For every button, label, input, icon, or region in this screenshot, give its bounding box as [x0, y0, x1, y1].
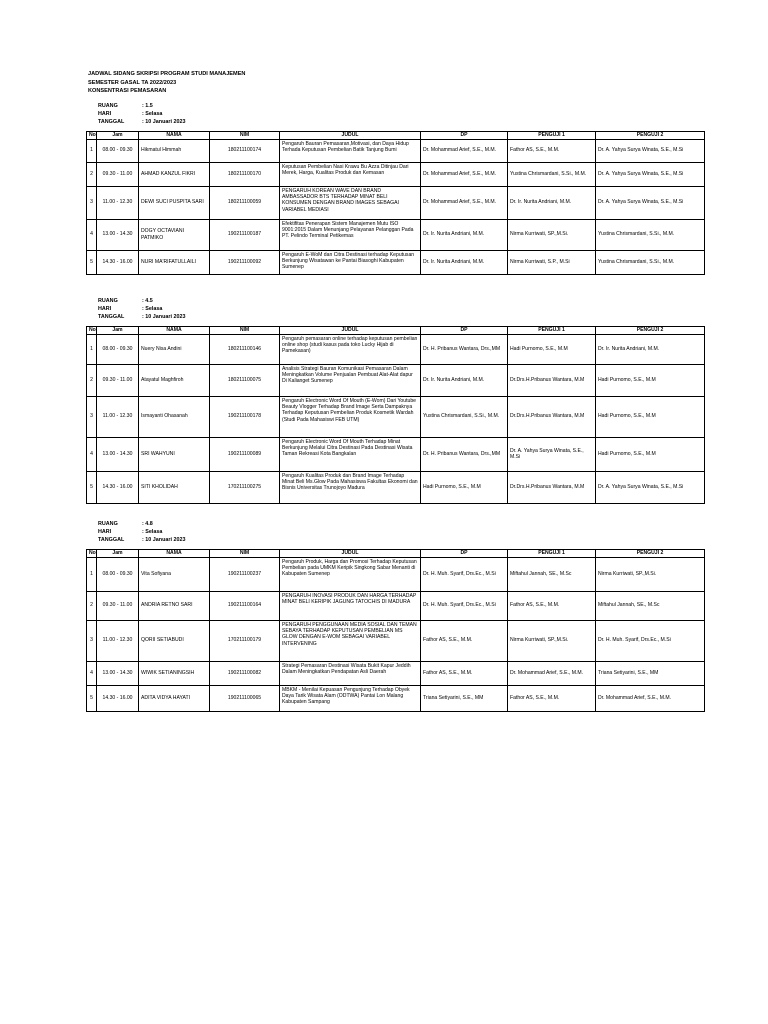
cell-name: SRI WAHYUNI: [139, 437, 210, 471]
cell-examiner-2: Dr. A. Yahya Surya Winata, S.E., M.Si: [596, 471, 705, 503]
column-header: NAMA: [139, 549, 210, 557]
cell-title: Efektifitas Penerapan Sistem Manajemen Mutu ISO 9001:2015 Dalam Menunjang Pelayanan Pelanggan Pada PT. Pelindo Terminal Petikemas: [280, 219, 421, 250]
cell-examiner-1: Fathor AS, S.E., M.M.: [508, 685, 596, 711]
cell-time: 13.00 - 14.30: [97, 661, 139, 685]
column-header: NIM: [210, 326, 280, 334]
cell-examiner-1: Yustina Chrismardani, S.Si., M.M.: [508, 162, 596, 186]
cell-dp: Hadi Purnomo, S.E., M.M: [421, 471, 508, 503]
day-label: HARI: [98, 111, 112, 118]
column-header: PENGUJI 1: [508, 131, 596, 139]
cell-time: 09.30 - 11.00: [97, 591, 139, 620]
cell-time: 08.00 - 09.30: [97, 139, 139, 162]
cell-name: Vita Sofiyana: [139, 557, 210, 591]
cell-name: Hikmatul Himmah: [139, 139, 210, 162]
column-header: PENGUJI 1: [508, 326, 596, 334]
cell-time: 14.30 - 16.00: [97, 685, 139, 711]
column-header: PENGUJI 1: [508, 549, 596, 557]
cell-nim: 180211100146: [210, 334, 280, 364]
date-value: : 10 Januari 2023: [142, 314, 186, 321]
schedule-meta: [98, 297, 704, 322]
cell-title: Pengaruh Bauran Pemasaran,Motivasi, dan Daya Hidup Terhada Keputusan Pembelian Batik Tanjung Bumi: [280, 139, 421, 162]
cell-examiner-2: Dr. A. Yahya Surya Winata, S.E., M.Si: [596, 186, 705, 219]
date-value: : 10 Januari 2023: [142, 537, 186, 544]
column-header: PENGUJI 2: [596, 326, 705, 334]
table-header-row: [87, 131, 705, 139]
table-row: [87, 162, 705, 186]
schedule-block-3: [86, 520, 704, 712]
column-header: JUDUL: [280, 131, 421, 139]
cell-no: 3: [87, 396, 97, 437]
cell-examiner-1: Dr. Mohammad Arief, S.E., M.M.: [508, 661, 596, 685]
cell-no: 2: [87, 162, 97, 186]
cell-title: Strategi Pemasaran Destinasi Wisata Bukit Kapur Jeddih Dalam Meningkatkan Pendapatan Asli Daerah: [280, 661, 421, 685]
cell-nim: 190211100237: [210, 557, 280, 591]
column-header: NIM: [210, 131, 280, 139]
column-header: PENGUJI 2: [596, 549, 705, 557]
column-header: Jam: [97, 549, 139, 557]
column-header: JUDUL: [280, 326, 421, 334]
column-header: No: [87, 326, 97, 334]
date-line: [98, 313, 704, 321]
cell-nim: 190211100178: [210, 396, 280, 437]
heading-line-3: KONSENTRASI PEMASARAN: [88, 88, 167, 94]
cell-name: NURI MA'RIFATULLAILI: [139, 250, 210, 274]
room-value: : 4.8: [142, 521, 153, 527]
table-row: [87, 364, 705, 396]
cell-no: 5: [87, 250, 97, 274]
column-header: JUDUL: [280, 549, 421, 557]
heading-line-1: JADWAL SIDANG SKRIPSI PROGRAM STUDI MANAJEMEN: [88, 71, 246, 77]
cell-title: PENGARUH KOREAN WAVE DAN BRAND AMBASSADOR BTS TERHADAP MINAT BELI KONSUMEN DENGAN BRAND IMAGES SEBAGAI VARIABEL MEDIASI: [280, 186, 421, 219]
table-row: [87, 591, 705, 620]
day-value: : Selasa: [142, 111, 163, 118]
schedule-meta: [98, 520, 704, 545]
table-row: [87, 250, 705, 274]
cell-examiner-2: Dr. Ir. Nurita Andriani, M.M.: [596, 334, 705, 364]
day-label: HARI: [98, 529, 112, 536]
cell-examiner-1: Fathor AS, S.E., M.M.: [508, 139, 596, 162]
column-header: Jam: [97, 326, 139, 334]
column-header: DP: [421, 326, 508, 334]
cell-examiner-1: Dr.Drs.H.Pribanus Wantara, M.M: [508, 471, 596, 503]
cell-dp: Dr. Ir. Nurita Andriani, M.M.: [421, 219, 508, 250]
table-row: [87, 557, 705, 591]
cell-time: 14.30 - 16.00: [97, 471, 139, 503]
room-line: [98, 297, 704, 305]
cell-dp: Fathor AS, S.E., M.M.: [421, 620, 508, 661]
cell-examiner-1: Dr. A. Yahya Surya Winata, S.E., M.Si: [508, 437, 596, 471]
cell-title: MBKM - Menilai Kepuasan Pengunjung Terhadap Obyek Daya Tarik Wisata Alam (ODTWA) Pantai Lon Malang Kabupaten Sampang: [280, 685, 421, 711]
column-header: NIM: [210, 549, 280, 557]
cell-nim: 190211100092: [210, 250, 280, 274]
cell-no: 4: [87, 661, 97, 685]
cell-title: Analisis Strategi Bauran Komunikasi Pemasaran Dalam Meningkatkan Volume Penjualan Pembuat Alat-Alat dapur Di Kalianget Sumenep: [280, 364, 421, 396]
cell-no: 1: [87, 334, 97, 364]
column-header: NAMA: [139, 326, 210, 334]
day-line: [98, 110, 704, 118]
cell-no: 5: [87, 471, 97, 503]
cell-nim: 190211100187: [210, 219, 280, 250]
table-row: [87, 334, 705, 364]
cell-examiner-1: Nirma Kurriwati, S.P., M.Si: [508, 250, 596, 274]
cell-examiner-1: Dr.Drs.H.Pribanus Wantara, M.M: [508, 396, 596, 437]
heading-line-2: SEMESTER GASAL TA 2022/2023: [88, 79, 177, 86]
cell-examiner-2: Yustina Chrismardani, S.Si., M.M.: [596, 250, 705, 274]
schedule-block-2: [86, 297, 704, 504]
day-label: HARI: [98, 306, 112, 313]
cell-no: 2: [87, 364, 97, 396]
cell-examiner-1: Dr.Drs.H.Pribanus Wantara, M.M: [508, 364, 596, 396]
schedule-table: [86, 549, 705, 712]
room-label: RUANG: [98, 103, 118, 109]
cell-dp: Dr. H. Muh. Syarif, Drs.Ec., M.Si: [421, 591, 508, 620]
date-line: [98, 536, 704, 544]
schedule-meta: [98, 102, 704, 127]
cell-dp: Dr. Ir. Nurita Andriani, M.M.: [421, 250, 508, 274]
cell-nim: 170211100179: [210, 620, 280, 661]
cell-nim: 190211100164: [210, 591, 280, 620]
table-row: [87, 661, 705, 685]
day-value: : Selasa: [142, 306, 163, 313]
cell-examiner-2: Nirma Kurriwati, SP.,M.Si.: [596, 557, 705, 591]
cell-dp: Dr. H. Muh. Syarif, Drs.Ec., M.Si: [421, 557, 508, 591]
cell-examiner-2: Yustina Chrismardani, S.Si., M.M.: [596, 219, 705, 250]
cell-examiner-2: Triana Setiyarini, S.E., MM: [596, 661, 705, 685]
cell-title: Pengaruh Kualitas Produk dan Brand Image Terhadap Minat Beli Ms.Glow Pada Mahasiswa Fakultas Ekonomi dan Bisnis Universitas Trunojoyo Madura: [280, 471, 421, 503]
cell-dp: Dr. H. Pribanus Wantara, Drs.,MM: [421, 334, 508, 364]
cell-title: Pengaruh Produk, Harga dan Promosi Terhadap Keputusan Pembelian pada UMKM Keripik Singkong Sabar Menanti di Kabupaten Sumenep: [280, 557, 421, 591]
cell-name: ADITA VIDYA HAYATI: [139, 685, 210, 711]
cell-time: 08.00 - 09.30: [97, 557, 139, 591]
column-header: Jam: [97, 131, 139, 139]
cell-time: 11.00 - 12.30: [97, 620, 139, 661]
cell-nim: 190211100065: [210, 685, 280, 711]
cell-time: 08.00 - 09.30: [97, 334, 139, 364]
cell-no: 4: [87, 437, 97, 471]
date-line: [98, 118, 704, 126]
cell-nim: 180211100174: [210, 139, 280, 162]
cell-name: Nuery Nisa Andini: [139, 334, 210, 364]
schedule-block-1: [86, 102, 704, 275]
cell-title: Pengaruh E-WoM dan Citra Destinasi terhadap Keputusan Berkunjung Wisatawan ke Pantai Biasoghi Kabupaten Sumenep: [280, 250, 421, 274]
day-line: [98, 528, 704, 536]
cell-name: Atayatul Maghfiroh: [139, 364, 210, 396]
date-label: TANGGAL: [98, 119, 125, 126]
cell-name: SITI KHOLIDAH: [139, 471, 210, 503]
room-label: RUANG: [98, 298, 118, 304]
cell-nim: 170211100275: [210, 471, 280, 503]
cell-examiner-1: Hadi Purnomo, S.E., M.M: [508, 334, 596, 364]
cell-title: Keputusan Pembelian Nasi Krawu Bu Azza Ditinjau Dari Merek, Harga, Kualitas Produk dan Kemasan: [280, 162, 421, 186]
cell-time: 11.00 - 12.30: [97, 396, 139, 437]
cell-name: ANDRIA RETNO SARI: [139, 591, 210, 620]
room-label: RUANG: [98, 521, 118, 527]
schedule-table: [86, 131, 705, 275]
cell-time: 13.00 - 14.30: [97, 219, 139, 250]
cell-no: 4: [87, 219, 97, 250]
table-row: [87, 685, 705, 711]
cell-nim: 180211100170: [210, 162, 280, 186]
room-value: : 4.5: [142, 298, 153, 304]
table-row: [87, 219, 705, 250]
cell-dp: Dr. H. Pribanus Wantara, Drs.,MM: [421, 437, 508, 471]
day-line: [98, 305, 704, 313]
cell-name: Ismayanti Ohasanah: [139, 396, 210, 437]
cell-name: DEWI SUCI PUSPITA SARI: [139, 186, 210, 219]
column-header: DP: [421, 131, 508, 139]
cell-time: 09.30 - 11.00: [97, 364, 139, 396]
cell-time: 13.00 - 14.30: [97, 437, 139, 471]
date-label: TANGGAL: [98, 537, 125, 544]
cell-examiner-1: Nirma Kurriwati, SP.,M.Si.: [508, 620, 596, 661]
cell-title: PENGARUH INOVASI PRODUK DAN HARGA TERHADAP MINAT BELI KERIPIK JAGUNG TATOCHIS DI MADURA: [280, 591, 421, 620]
cell-examiner-2: Dr. A. Yahya Surya Winata, S.E., M.Si: [596, 162, 705, 186]
cell-time: 14.30 - 16.00: [97, 250, 139, 274]
cell-no: 2: [87, 591, 97, 620]
column-header: DP: [421, 549, 508, 557]
day-value: : Selasa: [142, 529, 163, 536]
cell-examiner-2: Miftahul Jannah, SE., M.Sc: [596, 591, 705, 620]
column-header: PENGUJI 2: [596, 131, 705, 139]
date-value: : 10 Januari 2023: [142, 119, 186, 126]
room-line: [98, 102, 704, 110]
cell-dp: Fathor AS, S.E., M.M.: [421, 661, 508, 685]
cell-nim: 180211100059: [210, 186, 280, 219]
cell-examiner-2: Hadi Purnomo, S.E., M.M: [596, 364, 705, 396]
column-header: NAMA: [139, 131, 210, 139]
cell-examiner-1: Dr. Ir. Nurita Andriani, M.M.: [508, 186, 596, 219]
cell-name: AHMAD KANZUL FIKRI: [139, 162, 210, 186]
cell-examiner-1: Fathor AS, S.E., M.M.: [508, 591, 596, 620]
date-label: TANGGAL: [98, 314, 125, 321]
cell-title: Pengaruh Electronic Word Of Mouth (E-Wom) Dari Youtube Beauty Vlogger Terhadap Brand Image Serta Dampaknya Terhadap Keputusan Pembelian Produk Kosmetik Wardah (Studi Pada Mahasiswi FEB UTM): [280, 396, 421, 437]
cell-dp: Yustina Chrismardani, S.Si., M.M.: [421, 396, 508, 437]
cell-name: WIWIK SETIANINGSIH: [139, 661, 210, 685]
cell-dp: Dr. Mohammad Arief, S.E., M.M.: [421, 162, 508, 186]
cell-no: 1: [87, 557, 97, 591]
cell-no: 1: [87, 139, 97, 162]
cell-examiner-1: Nirma Kurriwati, SP.,M.Si.: [508, 219, 596, 250]
cell-nim: 190211100089: [210, 437, 280, 471]
cell-no: 3: [87, 186, 97, 219]
cell-examiner-2: Hadi Purnomo, S.E., M.M: [596, 437, 705, 471]
cell-examiner-1: Miftahul Jannah, SE., M.Sc: [508, 557, 596, 591]
cell-title: Pengaruh Electronic Word Of Mouth Terhadap Minat Berkunjung Melalui Citra Destinasi Pada Destinasi Wisata Taman Rekreasi Kota Bangkalan: [280, 437, 421, 471]
table-header-row: [87, 326, 705, 334]
column-header: No: [87, 131, 97, 139]
cell-title: PENGARUH PENGGUNAAN MEDIA SOSIAL DAN TEMAN SEBAYA TERHADAP KEPUTUSAN PEMBELIAN MS GLOW DENGAN E-WOM SEBAGAI VARIABEL INTERVENING: [280, 620, 421, 661]
cell-no: 5: [87, 685, 97, 711]
cell-dp: Dr. Ir. Nurita Andriani, M.M.: [421, 364, 508, 396]
cell-nim: 180211100075: [210, 364, 280, 396]
document-heading: [88, 70, 245, 96]
table-row: [87, 396, 705, 437]
cell-time: 11.00 - 12.30: [97, 186, 139, 219]
cell-examiner-2: Hadi Purnomo, S.E., M.M: [596, 396, 705, 437]
table-row: [87, 186, 705, 219]
cell-no: 3: [87, 620, 97, 661]
cell-time: 09.30 - 11.00: [97, 162, 139, 186]
cell-dp: Dr. Mohammad Arief, S.E., M.M.: [421, 186, 508, 219]
cell-nim: 190211100082: [210, 661, 280, 685]
cell-dp: Triana Setiyarini, S.E., MM: [421, 685, 508, 711]
cell-dp: Dr. Mohammad Arief, S.E., M.M.: [421, 139, 508, 162]
cell-examiner-2: Dr. H. Muh. Syarif, Drs.Ec., M.Si: [596, 620, 705, 661]
room-value: : 1.5: [142, 103, 153, 109]
table-row: [87, 471, 705, 503]
cell-name: DOGY OCTAVIANI PATMIKO: [139, 219, 210, 250]
table-row: [87, 139, 705, 162]
cell-title: Pengaruh pemasaran online terhadap keputusan pembelian online shop (studi kasus pada toko Lucky Hijab di Pamekasan): [280, 334, 421, 364]
room-line: [98, 520, 704, 528]
column-header: No: [87, 549, 97, 557]
table-row: [87, 437, 705, 471]
table-row: [87, 620, 705, 661]
cell-examiner-2: Dr. A. Yahya Surya Winata, S.E., M.Si: [596, 139, 705, 162]
schedule-table: [86, 326, 705, 504]
table-header-row: [87, 549, 705, 557]
cell-name: QORII SETIABUDI: [139, 620, 210, 661]
cell-examiner-2: Dr. Mohammad Arief, S.E., M.M.: [596, 685, 705, 711]
